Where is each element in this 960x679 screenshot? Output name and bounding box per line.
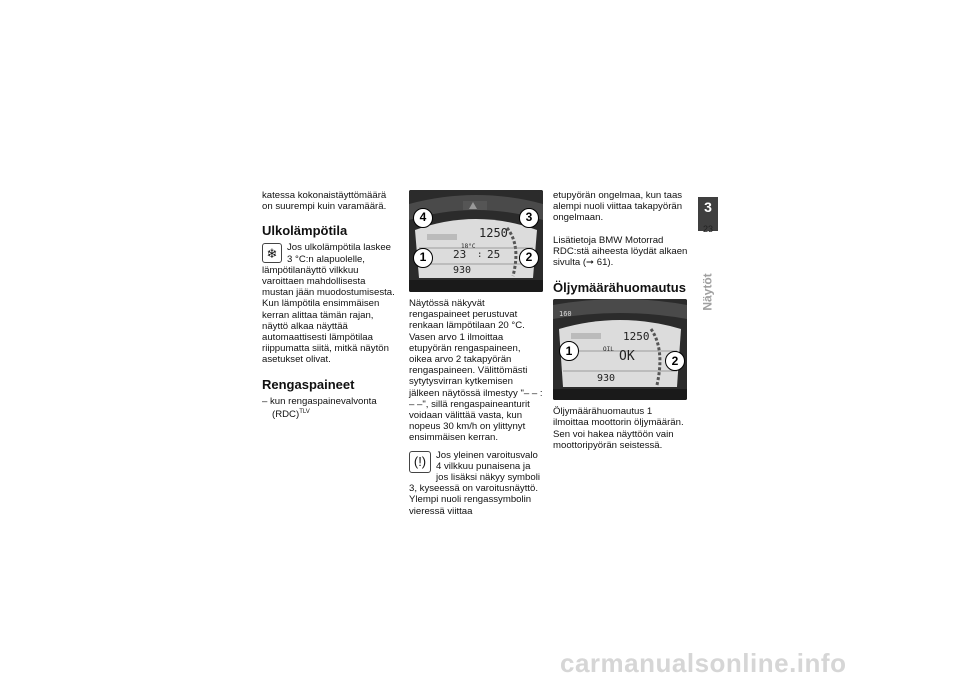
ulkolampotila-text: Jos ulkolämpötila laskee 3 °C:n alapuolelle, lämpötilanäyttö vilkkuu varoittaen mahdollisesta mustan jään muodostumisesta. Kun lämpötila ensimmäisen kerran alittaa tämän rajan, näyttö alkaa näyttää automaattisesti lämpötilaa riippumatta siitä, mitkä näytön asetukset olivat. bbox=[262, 242, 395, 366]
oil-description: Öljymäärähuomautus 1 ilmoittaa moottorin öljymäärän. Sen voi hakea näyttöön vain moottoripyörän seistessä. bbox=[553, 406, 684, 451]
continuation-text: etupyörän ongelmaa, kun taas alempi nuoli viittaa takapyörän ongelmaan. bbox=[553, 190, 683, 224]
instrument-cluster-graphic bbox=[409, 190, 543, 292]
dashboard-photo-oil-level bbox=[553, 299, 687, 400]
chapter-label-text: Näytöt bbox=[701, 273, 715, 311]
callout-2-oil: 2 bbox=[665, 351, 685, 371]
callout-3: 3 bbox=[519, 208, 539, 228]
dial-number: 160 bbox=[559, 310, 572, 319]
lcd-trip-2: 930 bbox=[597, 373, 616, 385]
callout-2: 2 bbox=[519, 248, 539, 268]
rdc-reference-text: Lisätietoja BMW Motorrad RDC:stä aiheesta löydät alkaen sivulta (➞ 61). bbox=[553, 234, 688, 269]
lcd-separator: : bbox=[477, 250, 483, 260]
snowflake-icon: ❄ bbox=[262, 243, 282, 263]
chapter-number: 3 bbox=[704, 199, 712, 215]
lcd-odometer: 1250 bbox=[479, 226, 508, 240]
chapter-label bbox=[694, 262, 722, 322]
heading-rengaspaineet: Rengaspaineet bbox=[262, 376, 355, 392]
lcd-oil-ok: OK bbox=[619, 349, 635, 365]
column-middle bbox=[409, 190, 543, 517]
callout-4: 4 bbox=[413, 208, 433, 228]
intro-text: katessa kokonaistäyttömäärä on suurempi kuin varamäärä. bbox=[262, 190, 387, 213]
heading-ulkolampotila: Ulkolämpötila bbox=[262, 223, 348, 239]
lcd-temperature: 18°C bbox=[461, 243, 476, 250]
page-number: 23 bbox=[702, 224, 713, 234]
column-right bbox=[553, 190, 688, 451]
lcd-oil-label: OIL bbox=[603, 346, 614, 354]
callout-1: 1 bbox=[413, 248, 433, 268]
dashboard-photo-tire-pressure bbox=[409, 190, 543, 292]
warning-description: Jos yleinen varoitusvalo 4 vilkkuu punaisena ja jos lisäksi näkyy symboli 3, kyseessä on varoitusnäyttö. Ylempi nuoli rengassymbolin vieressä viittaa bbox=[409, 449, 540, 517]
lcd-rear-pressure: 25 bbox=[487, 248, 501, 261]
callout-1-oil: 1 bbox=[559, 341, 579, 361]
tire-pressure-warning-icon: (!) bbox=[409, 451, 431, 473]
rengaspaineet-item-text: – kun rengaspainevalvonta (RDC) bbox=[262, 395, 377, 421]
column-left bbox=[262, 190, 397, 420]
lcd-trip: 930 bbox=[453, 265, 472, 276]
rengaspaineet-item-sup: TLV bbox=[299, 408, 310, 415]
lcd-front-pressure: 23 bbox=[453, 248, 467, 261]
rengaspaineet-list-item bbox=[262, 396, 397, 421]
watermark: carmanualsonline.info bbox=[560, 648, 847, 678]
lcd-odometer-2: 1250 bbox=[623, 330, 650, 344]
rengaspaineet-description: Näytössä näkyvät rengaspaineet perustuvat renkaan lämpötilaan 20 °C. Vasen arvo 1 ilmoittaa etupyörän rengaspaineen, oikea arvo 2 takapyörän rengaspaineen. Välittömästi sytytysvirran kytkemisen jälkeen näytössä ilmestyy "– – : – –", sillä rengaspaineanturit voidaan välittää vasta, kun nopeus 30 km/h on ylittynyt ensimmäisen kerran. bbox=[409, 298, 543, 444]
heading-oljymaarahuomautus: Öljymäärähuomautus bbox=[553, 280, 686, 296]
